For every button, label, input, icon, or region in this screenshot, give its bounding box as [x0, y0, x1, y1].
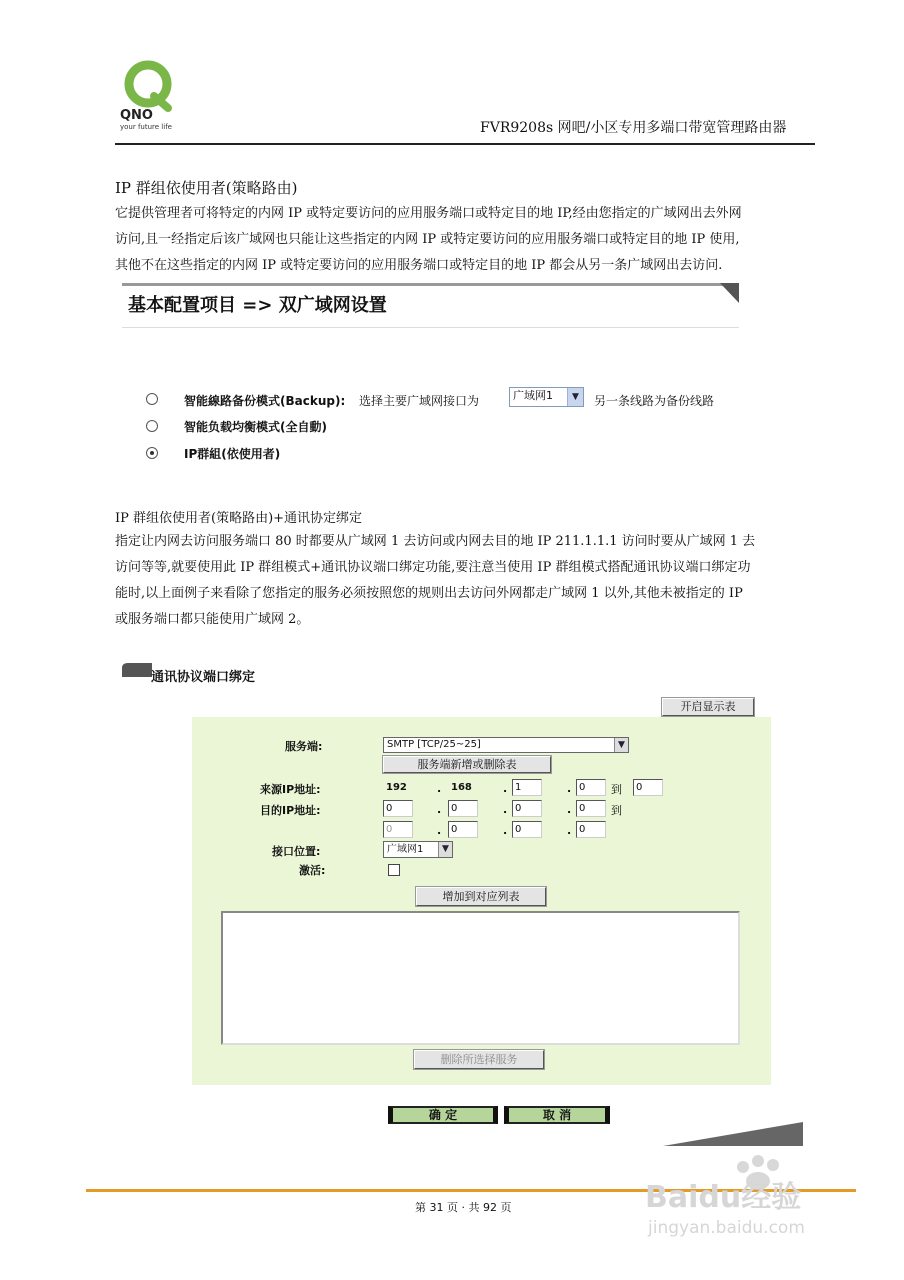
- enable-checkbox[interactable]: [388, 864, 400, 876]
- cancel-button[interactable]: 取 消: [504, 1106, 610, 1124]
- delete-selected-button[interactable]: 删除所选择服务: [414, 1050, 544, 1069]
- ip-dot: .: [567, 803, 572, 816]
- qno-logo: [108, 60, 198, 132]
- dest-ip-to-octet4-input[interactable]: 0: [576, 821, 606, 838]
- source-ip-end-input[interactable]: 0: [633, 779, 663, 796]
- logo-text: QNO: [120, 108, 153, 123]
- header-divider: [115, 143, 815, 145]
- watermark-brand: Baidu经验: [645, 1180, 802, 1215]
- to-label: 到: [611, 804, 622, 817]
- to-label: 到: [611, 783, 622, 796]
- source-ip-octet1: 192: [386, 782, 407, 793]
- port-binding-title: 通讯协议端口绑定: [151, 670, 256, 685]
- add-to-list-button[interactable]: 增加到对应列表: [416, 887, 546, 906]
- settings-title: 基本配置项目 => 双广域网设置: [128, 295, 387, 316]
- paragraph-line: 或服务端口都只能使用广域网 2。: [115, 612, 310, 627]
- title-underline: [122, 327, 739, 328]
- section-tab-icon: [122, 663, 152, 677]
- binding-list-box[interactable]: [221, 911, 740, 1045]
- service-table-button[interactable]: 服务端新增或删除表: [383, 756, 551, 773]
- service-label: 服务端:: [285, 740, 323, 753]
- section2-heading: IP 群组依使用者(策略路由)+通讯协定绑定: [115, 511, 363, 526]
- backup-prefix-text: 选择主要广域网接口为: [359, 394, 480, 408]
- document-title: FVR9208s 网吧/小区专用多端口带宽管理路由器: [480, 120, 787, 136]
- interface-select[interactable]: [383, 841, 453, 858]
- enable-label: 激活:: [299, 864, 326, 877]
- interface-label: 接口位置:: [272, 845, 321, 858]
- chevron-down-icon: ▼: [614, 738, 628, 752]
- primary-wan-value: 广域网1: [513, 389, 553, 402]
- dest-ip-label: 目的IP地址:: [260, 804, 321, 817]
- watermark-url: jingyan.baidu.com: [648, 1218, 805, 1238]
- primary-wan-select[interactable]: [509, 387, 584, 407]
- chevron-down-icon: ▼: [567, 388, 583, 406]
- ip-dot: .: [437, 803, 442, 816]
- chevron-down-icon: ▼: [438, 842, 452, 857]
- paragraph-line: 访问等等,就要使用此 IP 群组模式+通讯协议端口绑定功能,要注意当使用 IP 群组模式搭配通讯协议端口绑定功: [115, 560, 751, 575]
- paragraph-line: 能时,以上面例子来看除了您指定的服务必须按照您的规则出去访问外网都走广域网 1 以外,其他未被指定的 IP: [115, 586, 743, 601]
- logo-tagline: your future life: [120, 123, 172, 131]
- radio-ip-group-mode[interactable]: [146, 447, 158, 459]
- service-value: SMTP [TCP/25~25]: [387, 739, 481, 750]
- dest-ip-from-octet3-input[interactable]: 0: [512, 800, 542, 817]
- title-top-rule: [122, 283, 739, 286]
- ip-dot: .: [503, 824, 508, 837]
- ip-dot: .: [503, 782, 508, 795]
- ip-dot: .: [567, 782, 572, 795]
- dest-ip-to-octet3-input[interactable]: 0: [512, 821, 542, 838]
- service-select[interactable]: [383, 737, 629, 753]
- ip-group-label: IP群組(依使用者): [184, 447, 281, 461]
- ip-dot: .: [503, 803, 508, 816]
- corner-tab-icon: [720, 283, 739, 303]
- ip-dot: .: [437, 782, 442, 795]
- ip-dot: .: [437, 824, 442, 837]
- show-table-button[interactable]: 开启显示表: [662, 698, 754, 716]
- load-balance-label: 智能负载均衡模式(全自動): [184, 420, 327, 434]
- backup-mode-label: 智能線路备份模式(Backup):: [184, 394, 346, 408]
- paragraph-line: 访问,且一经指定后该广域网也只能让这些指定的内网 IP 或特定要访问的应用服务端口或特定目的地 IP 使用,: [115, 232, 740, 247]
- interface-value: 广域网1: [387, 844, 424, 855]
- page-number: 第 31 页 · 共 92 页: [415, 1201, 512, 1214]
- paragraph-line: 其他不在这些指定的内网 IP 或特定要访问的应用服务端口或特定目的地 IP 都会从另一条广域网出去访问.: [115, 258, 723, 273]
- baidu-watermark: [640, 1145, 870, 1245]
- ip-dot: .: [567, 824, 572, 837]
- paragraph-line: 指定让内网去访问服务端口 80 时都要从广域网 1 去访问或内网去目的地 IP 211.1.1.1 访问时要从广域网 1 去: [115, 534, 756, 549]
- dual-wan-settings-screenshot: [122, 283, 739, 473]
- panel-corner-decoration: [663, 1122, 803, 1146]
- paragraph-line: 它提供管理者可将特定的内网 IP 或特定要访问的应用服务端口或特定目的地 IP,经由您指定的广域网出去外网: [115, 206, 742, 221]
- dest-ip-to-octet1-input[interactable]: 0: [383, 821, 413, 838]
- radio-backup-mode[interactable]: [146, 393, 158, 405]
- source-ip-octet3-input[interactable]: 1: [512, 779, 542, 796]
- dest-ip-from-octet2-input[interactable]: 0: [448, 800, 478, 817]
- dest-ip-to-octet2-input[interactable]: 0: [448, 821, 478, 838]
- backup-suffix-text: 另一条线路为备份线路: [594, 394, 715, 408]
- dest-ip-from-octet4-input[interactable]: 0: [576, 800, 606, 817]
- section1-heading: IP 群组依使用者(策略路由): [115, 179, 298, 197]
- radio-load-balance-mode[interactable]: [146, 420, 158, 432]
- source-ip-label: 来源IP地址:: [260, 783, 321, 796]
- source-ip-octet2: 168: [451, 782, 472, 793]
- section1-paragraph: [115, 201, 855, 279]
- ok-button[interactable]: 确 定: [388, 1106, 498, 1124]
- dest-ip-from-octet1-input[interactable]: 0: [383, 800, 413, 817]
- section2-paragraph: [115, 529, 855, 633]
- source-ip-octet4-input[interactable]: 0: [576, 779, 606, 796]
